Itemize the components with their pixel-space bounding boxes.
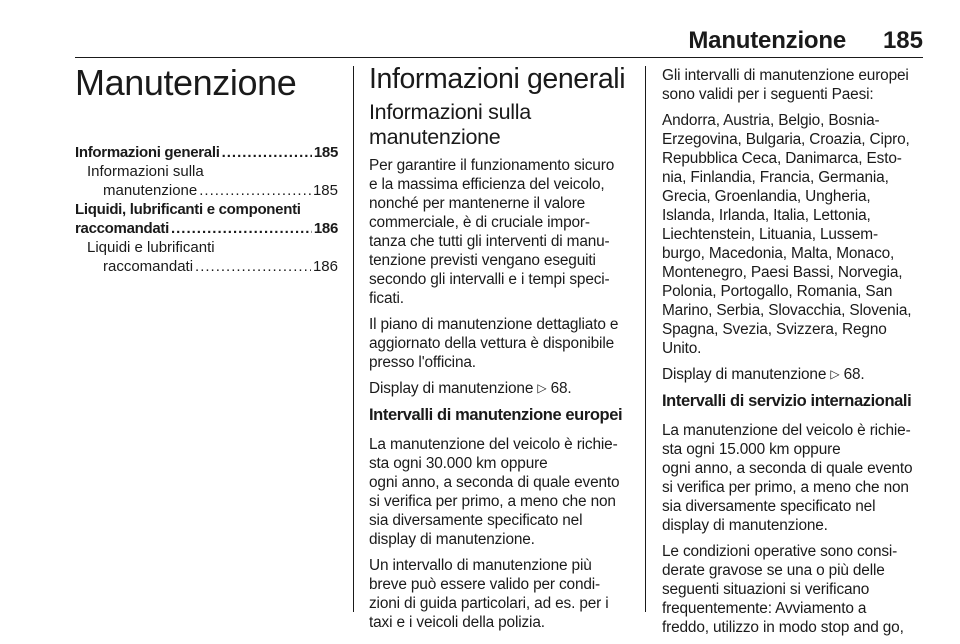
toc-leader [171,219,312,238]
cross-reference[interactable] [369,379,635,398]
subheading-international-intervals: Intervalli di servizio internazionali [662,392,912,410]
toc-entry-page: 185 [313,144,338,161]
text-line: Unito. [662,340,702,357]
toc-leader [199,181,311,200]
text-line: secondo gli intervalli e i tempi speci- [369,271,610,288]
toc-entry-label: Liquidi, lubrificanti e componenti [75,201,301,218]
toc-entry-label-cont: manutenzione [103,182,198,199]
subsection-heading [369,100,635,150]
table-of-contents [75,143,338,276]
toc-subentry-liquidi-e-lubrificanti[interactable] [75,238,338,276]
cross-reference-page: 68. [550,380,572,397]
text-line: frequentemente: Avviamento a [662,600,867,617]
text-line: nonché per mantenerne il valore [369,195,586,212]
section-heading: Informazioni generali [369,63,626,95]
text-column-2 [369,62,635,639]
text-line: Montenegro, Paesi Bassi, Norvegia, [662,264,903,281]
text-line: tenzione previsti vengano eseguiti [369,252,596,269]
page-number: 185 [882,27,923,54]
text-line: ogni anno, a seconda di quale evento [662,460,913,477]
cross-reference-page: 68. [843,366,865,383]
text-line: e la massima efficienza del veicolo, [369,176,605,193]
toc-entry-label: Informazioni sulla [87,163,204,180]
text-line: Grecia, Groenlandia, Ungheria, [662,188,871,205]
text-line: Polonia, Portogallo, Romania, San [662,283,893,300]
cross-reference-text: Display di manutenzione [662,366,827,383]
text-line: breve può essere valido per condi- [369,576,601,593]
text-line: sia diversamente specificato nel [369,512,583,529]
running-header-title: Manutenzione [688,27,846,54]
toc-leader [222,143,312,162]
text-line: Andorra, Austria, Belgio, Bosnia- [662,112,880,129]
text-line: sono validi per i seguenti Paesi: [662,86,874,103]
paragraph [662,66,928,104]
text-line: si verifica per primo, a meno che non [662,479,909,496]
cross-reference[interactable] [662,365,928,384]
text-column-3 [662,66,928,644]
column-divider-2 [645,66,646,612]
paragraph [662,542,928,637]
text-line: sta ogni 15.000 km oppure [662,441,841,458]
toc-entry-label-cont: raccomandati [103,258,194,275]
text-line: tanza che tutti gli interventi di manu- [369,233,610,250]
paragraph [369,315,635,372]
text-line: zioni di guida particolari, ad es. per i [369,595,609,612]
text-line: burgo, Macedonia, Malta, Monaco, [662,245,895,262]
subsection-heading-line: manutenzione [369,125,501,149]
text-line: aggiornato della vettura è disponibile [369,335,614,352]
toc-entry-page: 186 [313,220,338,237]
toc-subentry-informazioni-sulla-manutenzione[interactable] [75,162,338,200]
toc-entry-liquidi-lubrificanti[interactable] [75,200,338,238]
text-line: sta ogni 30.000 km oppure [369,455,548,472]
text-line: Per garantire il funzionamento sicuro [369,157,615,174]
toc-entry-label: Informazioni generali [75,144,220,161]
text-line: display di manutenzione. [662,517,828,534]
text-line: nia, Finlandia, Francia, Germania, [662,169,889,186]
text-line: Gli intervalli di manutenzione europei [662,67,909,84]
cross-reference-arrow-icon: ▷ [537,381,547,395]
toc-entry-informazioni-generali[interactable] [75,143,338,162]
text-line: La manutenzione del veicolo è richie- [662,422,911,439]
cross-reference-arrow-icon: ▷ [830,367,840,381]
text-line: Il piano di manutenzione dettagliato e [369,316,619,333]
text-line: Marino, Serbia, Slovacchia, Slovenia, [662,302,912,319]
text-line: si verifica per primo, a meno che non [369,493,616,510]
text-line: commerciale, è di cruciale impor- [369,214,590,231]
text-line: freddo, utilizzo in modo stop and go, [662,619,904,636]
text-line: sia diversamente specificato nel [662,498,876,515]
cross-reference-text: Display di manutenzione [369,380,534,397]
paragraph [369,556,635,632]
text-line: Erzegovina, Bulgaria, Croazia, Cipro, [662,131,910,148]
subheading-european-intervals: Intervalli di manutenzione europei [369,406,623,424]
text-line: ficati. [369,290,404,307]
header-divider [75,57,923,58]
toc-entry-label: Liquidi e lubrificanti [87,239,215,256]
text-line: Spagna, Svezia, Svizzera, Regno [662,321,887,338]
toc-entry-page: 186 [312,258,338,275]
text-line: derate gravose se una o più delle [662,562,885,579]
paragraph [369,435,635,549]
text-line: presso l'officina. [369,354,476,371]
text-line: seguenti situazioni si verificano [662,581,870,598]
text-line: Le condizioni operative sono consi- [662,543,898,560]
toc-entry-page: 185 [312,182,338,199]
text-line: ogni anno, a seconda di quale evento [369,474,620,491]
text-line: Islanda, Irlanda, Italia, Lettonia, [662,207,871,224]
toc-entry-label-cont: raccomandati [75,220,169,237]
text-line: display di manutenzione. [369,531,535,548]
toc-leader [195,257,311,276]
text-line: La manutenzione del veicolo è richie- [369,436,618,453]
text-line: taxi e i veicoli della polizia. [369,614,545,631]
text-line: Repubblica Ceca, Danimarca, Esto- [662,150,902,167]
chapter-title: Manutenzione [75,62,297,103]
text-line: Un intervallo di manutenzione più [369,557,592,574]
subsection-heading-line: Informazioni sulla [369,100,531,124]
paragraph [369,156,635,308]
paragraph [662,421,928,535]
text-line: Liechtenstein, Lituania, Lussem- [662,226,878,243]
column-divider-1 [353,66,354,612]
country-list [662,111,928,358]
